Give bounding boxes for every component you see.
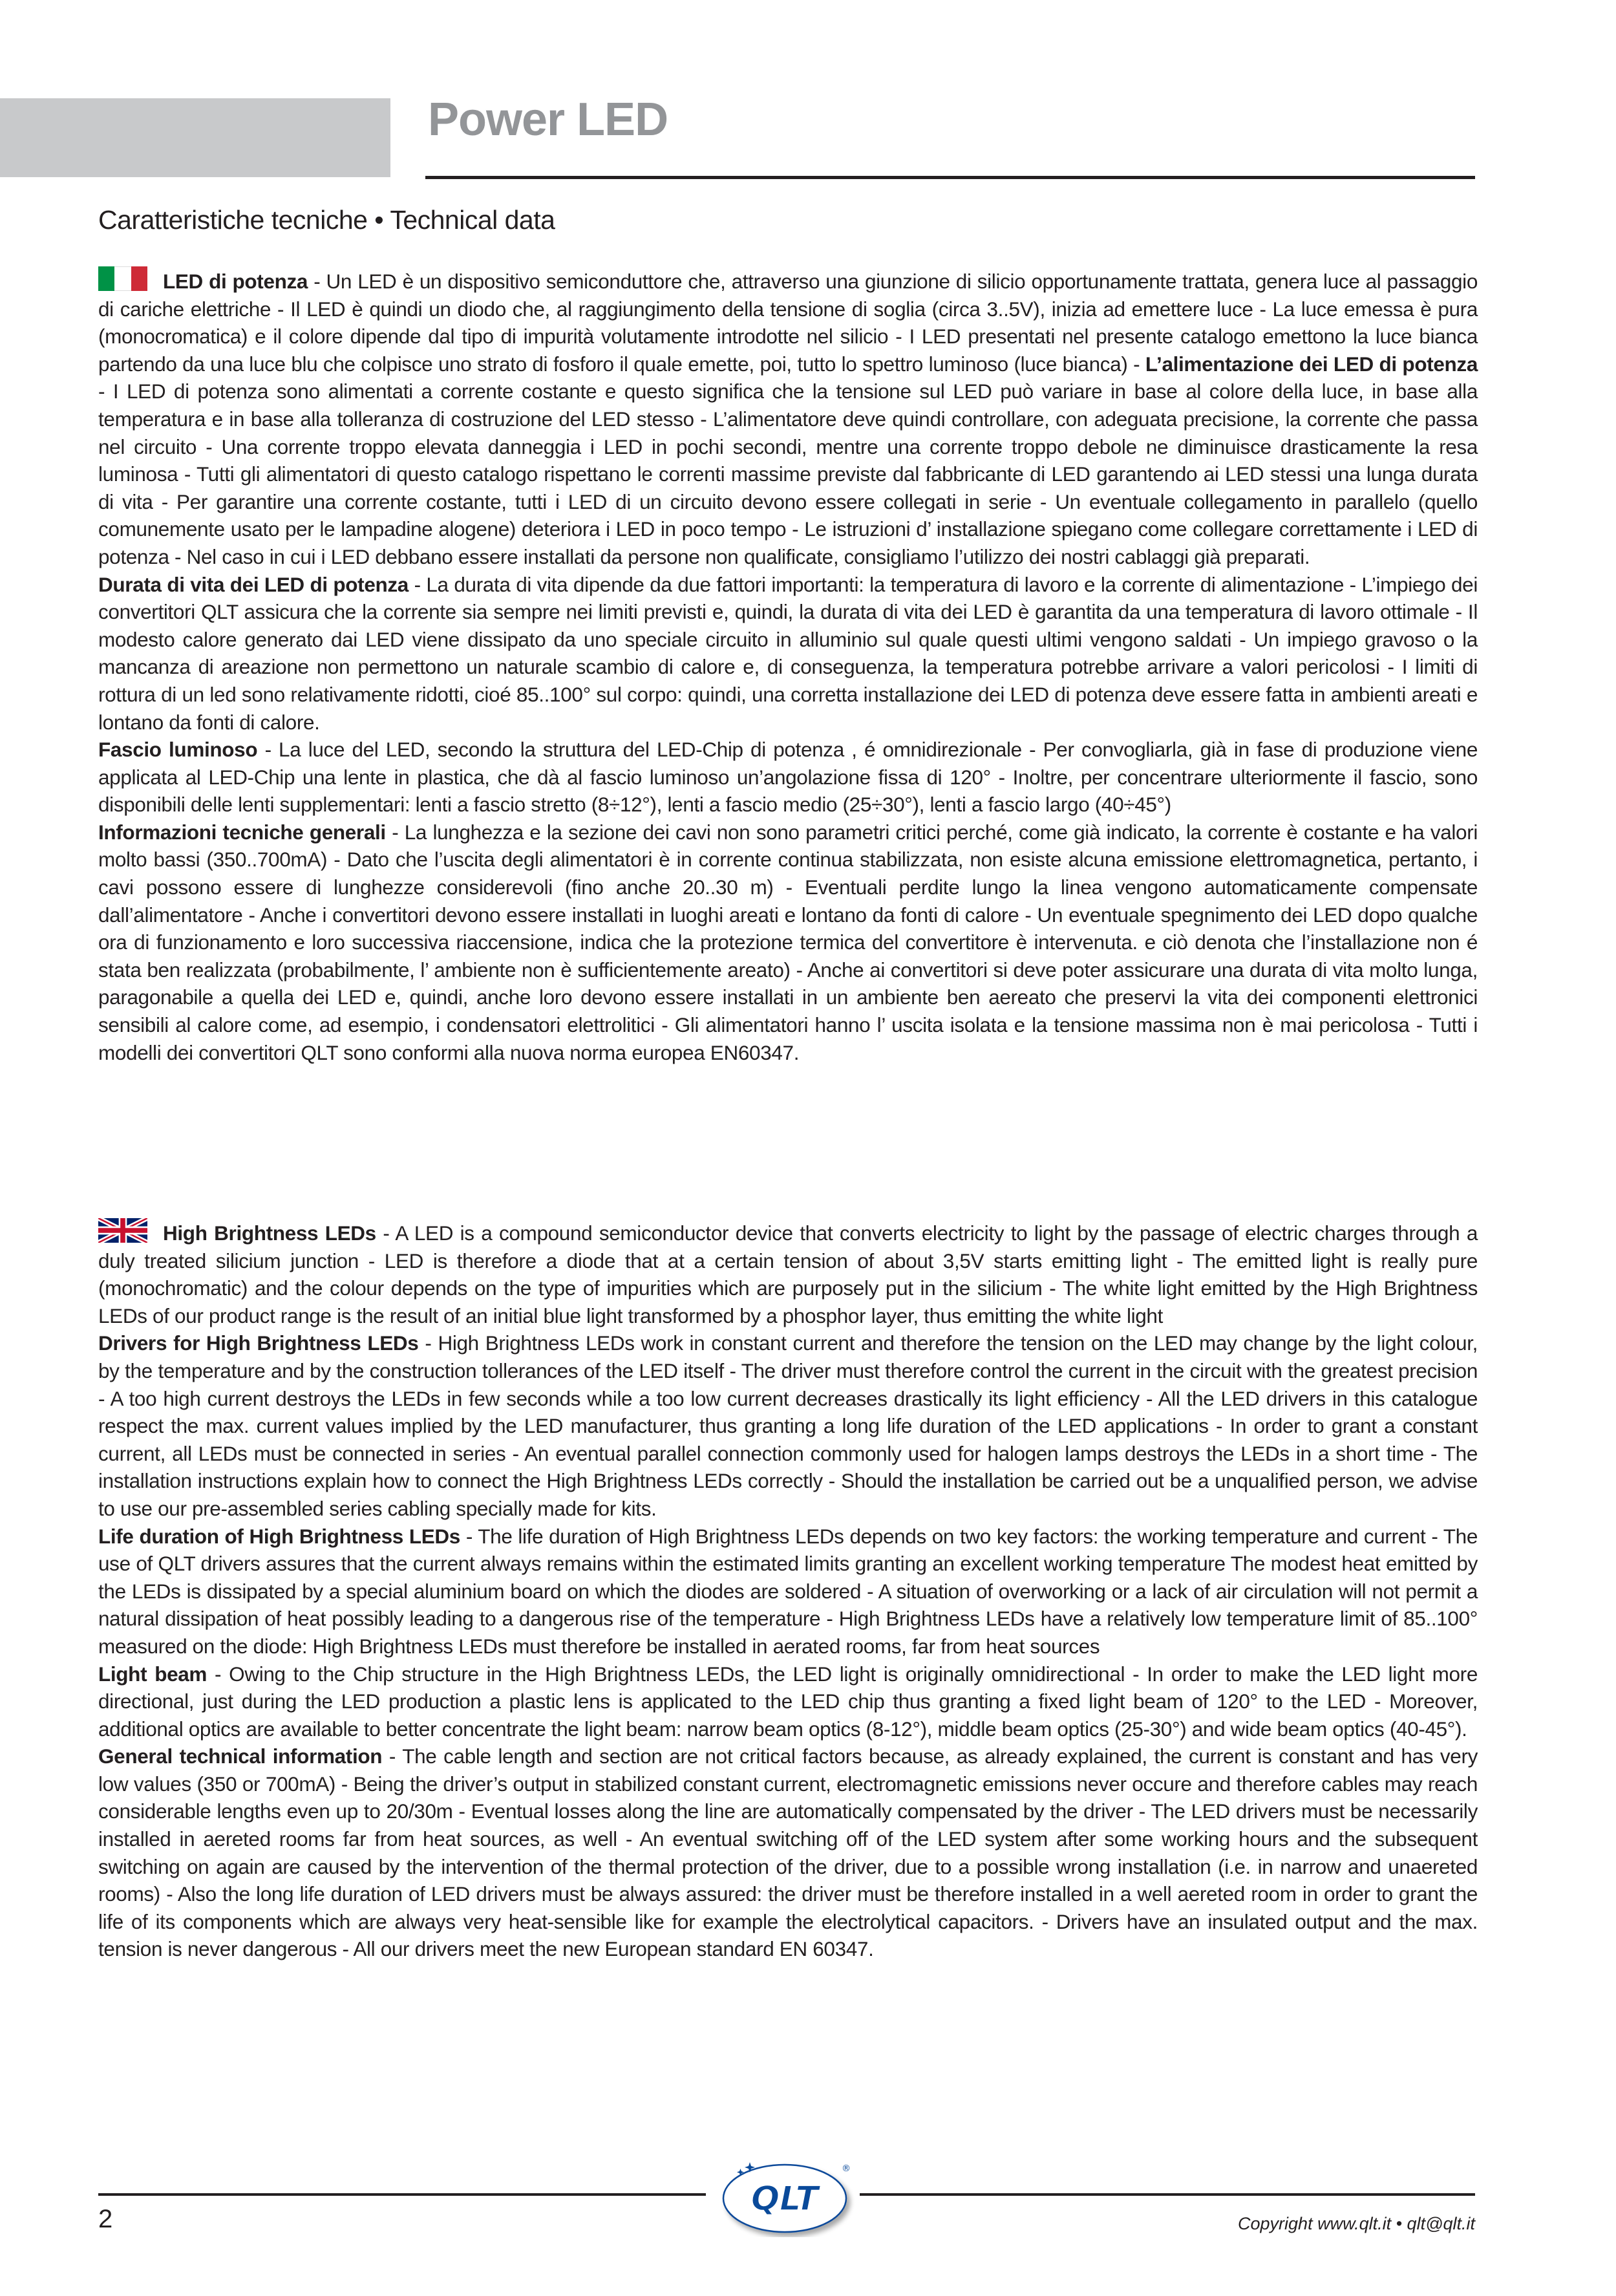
text: - La luce del LED, secondo la struttura del LED-Chip di potenza , é omnidirezionale - Per convogliarla, già in fase di produzione viene applicata al LED-Chip una lente in plastica, che dà al fascio luminoso un’angolazione fissa di 120° - Inoltre, per concentrare ulteriormente il fascio, sono disponibili delle lenti supplementari: lenti a fascio stretto (8÷12°), lenti a fascio medio (25÷30°), lenti a fascio largo (40÷45°) bbox=[98, 738, 1478, 817]
text: - The life duration of High Brightness LEDs depends on two key factors: the working temperature and current - The use of QLT drivers assures that the current always remains within the estimated limits granting an excellent working temperature The modest heat emitted by the LEDs is dissipated by a special aluminium board on which the diodes are soldered - A situation of overworking or a lack of air circulation will not permit a natural dissipation of heat possibly leading to a dangerous rise of the temperature - High Brightness LEDs have a relatively low temperature limit of 85..100° measured on the diode: High Brightness LEDs must therefore be installed in aerated rooms, far from heat sources bbox=[98, 1524, 1478, 1658]
text: - La durata di vita dipende da due fattori importanti: la temperatura di lavoro e la corrente di alimentazione - L’impiego dei convertitori QLT assicura che la corrente sia sempre nei limiti previsti e, quindi, la durata di vita dei LED è garantita da una temperatura di lavoro ottimale - Il modesto calore generato dai LED viene dissipato da uno speciale circuito in alluminio sul quale questi ultimi vengono saldati - Un impiego gravoso o la mancanza di areazione non permettono un naturale scambio di calore e, di conseguenza, la temperatura potrebbe arrivare a valori pericolosi - I limiti di rottura di un led sono relativamente ridotti, cioé 85..100° sul corpo: quindi, una corretta installazione dei LED di potenza deve essere fatta in ambienti areati e lontano da fonti di calore. bbox=[98, 572, 1478, 734]
paragraph-life-duration bbox=[98, 1523, 1478, 1660]
heading-light-beam: Light beam bbox=[98, 1662, 207, 1686]
paragraph-light-beam bbox=[98, 1660, 1478, 1743]
section-title: Caratteristiche tecniche • Technical data bbox=[98, 205, 555, 235]
page-title: Power LED bbox=[428, 94, 668, 145]
text: - Owing to the Chip structure in the High Brightness LEDs, the LED light is originally omnidirectional - In order to make the LED light more directional, just during the LED production a plastic lens is applicated to the LED chip thus granting a fixed light beam of 120° to the LED - Moreover, additional optics are available to better concentrate the light beam: narrow beam optics (8-12°), middle beam optics (25-30°) and wide beam optics (40-45°). bbox=[98, 1662, 1478, 1741]
copyright-text: Copyright www.qlt.it • qlt@qlt.it bbox=[1238, 2214, 1475, 2233]
heading-drivers: Drivers for High Brightness LEDs bbox=[98, 1331, 419, 1355]
heading-fascio-luminoso: Fascio luminoso bbox=[98, 738, 258, 762]
text: - La lunghezza e la sezione dei cavi non sono parametri critici perché, come già indicato, la corrente è costante e ha valori molto bassi (350..700mA) - Dato che l’uscita degli alimentatori è in corrente continua stabilizzata, non esiste alcuna emissione elettromagnetica, pertanto, i cavi possono essere di lunghezze considerevoli (fino anche 20..30 m) - Eventuali perdite lungo la linea vengono automaticamente compensate dall’alimentatore - Anche i convertitori devono essere installati in luoghi areati e lontano da fonti di calore - Un eventuale spegnimento dei LED dopo qualche ora di funzionamento e loro successiva riaccensione, indica che la protezione termica del convertitore è intervenuta. e ciò denota che l’installazione non é stata ben realizzata (probabilmente, l’ ambiente non è sufficientemente areato) - Anche ai convertitori si deve poter assicurare una durata di vita molto lunga, paragonabile a quella dei LED e, quindi, anche loro devono essere installati in un ambiente ben aereato che preservi la vita dei componenti elettronici sensibili al calore come, ad esempio, i condensatori elettrolitici - Gli alimentatori hanno l’ uscita isolata e la tensione massima non è mai pericolosa - Tutti i modelli dei convertitori QLT sono conformi alla nuova norma europea EN60347. bbox=[98, 820, 1478, 1064]
registered-mark: ® bbox=[842, 2163, 851, 2174]
header-gray-block bbox=[0, 98, 390, 177]
text: - High Brightness LEDs work in constant current and therefore the tension on the LED may change by the light colour, by the temperature and by the construction tollerances of the LED itself - The driver must therefore control the current in the circuit with the greatest precision - A too high current destroys the LEDs in few seconds while a too low current decreases drastically its light efficiency - All the LED drivers in this catalogue respect the max. current values implied by the LED manufacturer, thus granting a long life duration of the LED applications - In order to grant a constant current, all LEDs must be connected in series - An eventual parallel connection commonly used for halogen lamps destroys the LEDs in a short time - The installation instructions explain how to connect the High Brightness LEDs correctly - Should the installation be carried out be a unqualified person, we advise to use our pre-assembled series cabling specially made for kits. bbox=[98, 1331, 1478, 1520]
english-section bbox=[98, 1218, 1478, 1963]
uk-flag-icon bbox=[98, 1218, 147, 1243]
heading-informazioni-tecniche: Informazioni tecniche generali bbox=[98, 820, 386, 844]
logo-text: QLT bbox=[750, 2180, 819, 2218]
italian-section bbox=[98, 266, 1478, 1066]
italy-flag-icon bbox=[98, 266, 147, 291]
text: - I LED di potenza sono alimentati a corrente costante e questo significa che la tensione sul LED può variare in base al colore della luce, in base alla temperatura e in base alla tolleranza di costruzione del LED stesso - L’alimentatore deve quindi controllare, con adeguata precisione, la corrente che passa nel circuito - Una corrente troppo elevata danneggia i LED in pochi secondi, mentre una corrente troppo debole ne diminuisce drasticamente la resa luminosa - Tutti gli alimentatori di questo catalogo rispettano le correnti massime previste dal fabbricante di LED garantendo ai LED stessi una lunga durata di vita - Per garantire una corrente costante, tutti i LED di un circuito devono essere collegati in serie - Un eventuale collegamento in parallelo (quello comunemente usato per le lampadine alogene) deteriora i LED in poco tempo - Le istruzioni d’ installazione spiegano come collegare correttamente i LED di potenza - Nel caso in cui i LED debbano essere installati da persone non qualificate, consigliamo l’utilizzo dei nostri cablaggi già preparati. bbox=[98, 380, 1478, 568]
paragraph-fascio-luminoso bbox=[98, 736, 1478, 819]
text: - Un LED è un dispositivo semiconduttore che, attraverso una giunzione di silicio opportunamente trattata, genera luce al passaggio di cariche elettriche - Il LED è quindi un diodo che, al raggiungimento della tensione di soglia (circa 3..5V), inizia ad emettere luce - La luce emessa è pura (monocromatica) e il colore dipende dal tipo di impurità volutamente introdotte nel silicio - I LED presentati nel presente catalogo emettono la luce bianca partendo da una luce blu che colpisce uno strato di fosforo il quale emette, poi, tutto lo spettro luminoso (luce bianca) - bbox=[98, 270, 1478, 376]
header-divider bbox=[425, 176, 1475, 179]
heading-general-technical-information: General technical information bbox=[98, 1744, 383, 1768]
paragraph-informazioni-tecniche bbox=[98, 819, 1478, 1066]
paragraph-led-di-potenza bbox=[98, 266, 1478, 571]
footer-divider-right bbox=[860, 2193, 1475, 2196]
qlt-logo bbox=[715, 2160, 857, 2237]
paragraph-general-technical-information bbox=[98, 1743, 1478, 1963]
paragraph-high-brightness-leds bbox=[98, 1218, 1478, 1329]
heading-durata-di-vita: Durata di vita dei LED di potenza bbox=[98, 572, 409, 596]
text: - The cable length and section are not critical factors because, as already explained, the current is constant and has very low values (350 or 700mA) - Being the driver’s output in stabilized constant current, electromagnetic emissions never occure and therefore cables may reach considerable lengths even up to 20/30m - Eventual losses along the line are automatically compensated by the driver - The LED drivers must be necessarily installed in aereted rooms far from heat sources, as well - An eventual switching off of the LED system after some working hours and the subsequent switching on again are caused by the intervention of the thermal protection of the driver, due to a possible wrong installation (i.e. in narrow and unaereted rooms) - Also the long life duration of LED drivers must be always assured: the driver must be therefore installed in a well aereted room in order to grant the life of its components which are always very heat-sensible like for example the electrolytical capacitors. - Drivers have an insulated output and the max. tension is never dangerous - All our drivers meet the new European standard EN 60347. bbox=[98, 1744, 1478, 1961]
heading-life-duration: Life duration of High Brightness LEDs bbox=[98, 1524, 460, 1548]
heading-led-di-potenza: LED di potenza bbox=[163, 270, 308, 293]
heading-high-brightness-leds: High Brightness LEDs bbox=[163, 1221, 376, 1245]
footer-divider-left bbox=[98, 2193, 706, 2196]
page-number: 2 bbox=[98, 2205, 113, 2233]
paragraph-drivers bbox=[98, 1329, 1478, 1522]
text: - A LED is a compound semiconductor device that converts electricity to light by the passage of electric charges through a duly treated silicium junction - LED is therefore a diode that at a certain tension of about 3,5V starts emitting light - The emitted light is really pure (monochromatic) and the colour depends on the type of impurities which are purposely put in the silicium - The white light emitted by the High Brightness LEDs of our product range is the result of an initial blue light transformed by a phosphor layer, thus emitting the white light bbox=[98, 1221, 1478, 1327]
heading-alimentazione: L’alimentazione dei LED di potenza bbox=[1145, 352, 1478, 376]
paragraph-durata-di-vita bbox=[98, 571, 1478, 736]
